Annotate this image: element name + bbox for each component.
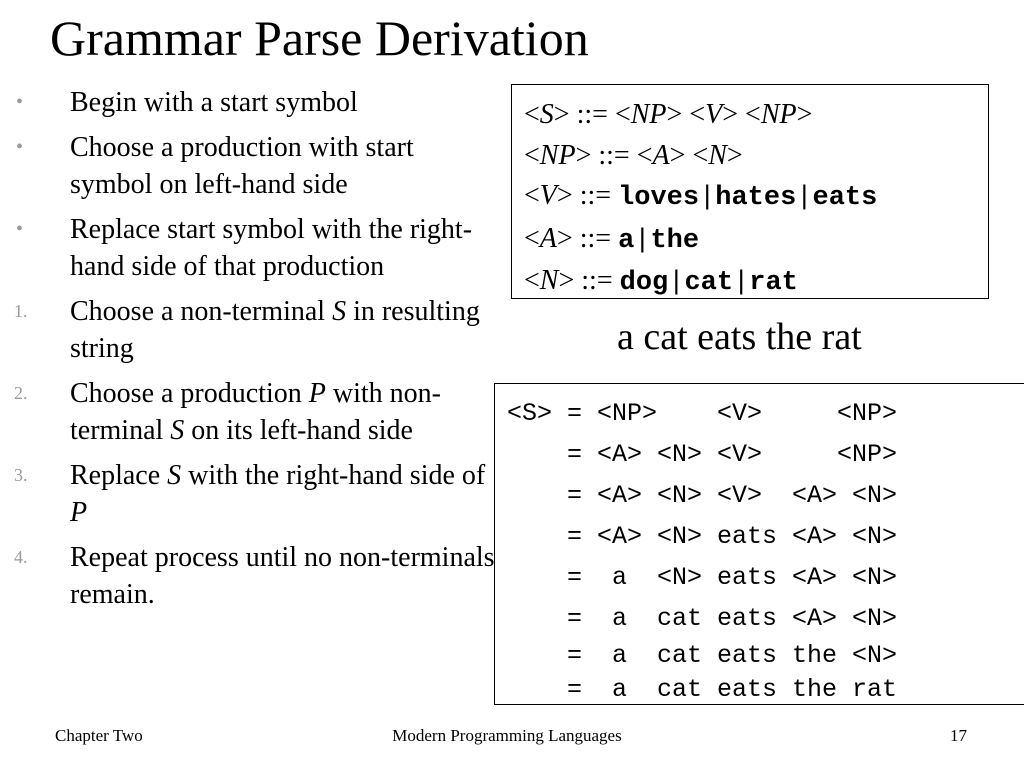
define-symbol: ::= [579, 180, 612, 211]
grammar-rules-box [511, 84, 989, 299]
bullet-item [0, 375, 500, 449]
rule-lhs: NP [539, 139, 576, 171]
bullet-text: Choose a production with start symbol on left-hand side [70, 132, 414, 200]
bullet-text: Choose a production [70, 378, 309, 409]
bullet-dot-icon: • [16, 91, 24, 113]
bullet-item [0, 84, 500, 121]
rule-terminal: loves [618, 183, 700, 213]
define-symbol: ::= [581, 265, 613, 296]
bullet-text: Repeat process until no non-terminals remain. [70, 542, 495, 610]
bullet-variable: S [167, 460, 182, 491]
bullet-text: Replace [70, 460, 168, 491]
derivation-box [494, 383, 1024, 705]
bullet-item [0, 129, 500, 203]
derivation-step: = <A> <N> eats <A> <N> [507, 522, 898, 551]
derivation-step: = <A> <N> <V> <NP> [507, 440, 898, 469]
grammar-rule: <S> ::= <NP> <V> <NP> [524, 99, 813, 130]
rule-terminal: hates [715, 183, 797, 213]
define-symbol: ::= [598, 139, 630, 171]
rule-nonterminal: N [708, 139, 727, 171]
example-sentence: a cat eats the rat [617, 316, 862, 358]
bullet-text: Replace start symbol with the right-hand side of that production [70, 214, 473, 282]
bullet-item [0, 539, 500, 613]
footer-page-number: 17 [950, 726, 967, 745]
alt-symbol: | [733, 268, 750, 298]
bullet-text: in resulting string [70, 296, 480, 364]
step-number: 1. [14, 301, 28, 321]
derivation-step: = a cat eats <A> <N> [507, 604, 898, 633]
define-symbol: ::= [579, 222, 612, 254]
bullet-text: with the right-hand side of [181, 460, 486, 491]
grammar-rule: <A> ::= a|the [524, 222, 700, 256]
slide-title: Grammar Parse Derivation [50, 10, 589, 66]
alt-symbol: | [796, 183, 813, 213]
alt-symbol: | [668, 268, 685, 298]
step-number: 2. [14, 383, 28, 403]
bullet-text: with non-terminal [70, 378, 441, 446]
bullet-variable: P [308, 378, 326, 409]
rule-terminal: dog [619, 268, 669, 298]
derivation-step: <S> = <NP> <V> <NP> [507, 399, 898, 428]
derivation-step: = a cat eats the rat [507, 675, 898, 704]
bullet-text: Choose a non-terminal [70, 296, 333, 327]
rule-lhs: N [539, 265, 559, 296]
derivation-step: = a <N> eats <A> <N> [507, 563, 898, 592]
footer-course: Modern Programming Languages [392, 726, 622, 745]
bullet-text: on its left-hand side [184, 415, 413, 446]
bullet-variable: S [170, 415, 185, 446]
bullet-variable: P [70, 497, 88, 528]
alt-symbol: | [634, 225, 651, 256]
rule-nonterminal: A [652, 139, 670, 171]
footer-chapter: Chapter Two [55, 726, 143, 745]
bullet-dot-icon: • [16, 218, 24, 240]
bullet-dot-icon: • [16, 136, 24, 158]
rule-nonterminal: V [705, 99, 723, 130]
rule-terminal: the [650, 225, 700, 256]
define-symbol: ::= [576, 99, 608, 130]
rule-terminal: cat [684, 268, 734, 298]
bullet-item [0, 211, 500, 285]
rule-lhs: S [539, 99, 554, 130]
grammar-rule: <NP> ::= <A> <N> [524, 139, 743, 171]
grammar-rule: <V> ::= loves|hates|eats [524, 180, 878, 213]
bullet-item [0, 293, 500, 367]
bullet-variable: S [332, 296, 347, 327]
rule-terminal: a [618, 225, 635, 256]
bullet-item [0, 457, 500, 531]
derivation-step: = a cat eats the <N> [507, 641, 898, 670]
derivation-step: = <A> <N> <V> <A> <N> [507, 481, 898, 510]
rule-terminal: rat [749, 268, 798, 298]
bullet-text: Begin with a start symbol [70, 87, 358, 118]
rule-nonterminal: NP [630, 99, 667, 130]
bullet-list [0, 84, 500, 621]
rule-lhs: V [539, 180, 557, 211]
rule-lhs: A [539, 222, 557, 254]
alt-symbol: | [699, 183, 716, 213]
rule-nonterminal: NP [760, 99, 797, 130]
step-number: 4. [14, 547, 28, 567]
grammar-rule: <N> ::= dog|cat|rat [524, 265, 798, 298]
step-number: 3. [14, 465, 28, 485]
rule-terminal: eats [812, 183, 878, 213]
